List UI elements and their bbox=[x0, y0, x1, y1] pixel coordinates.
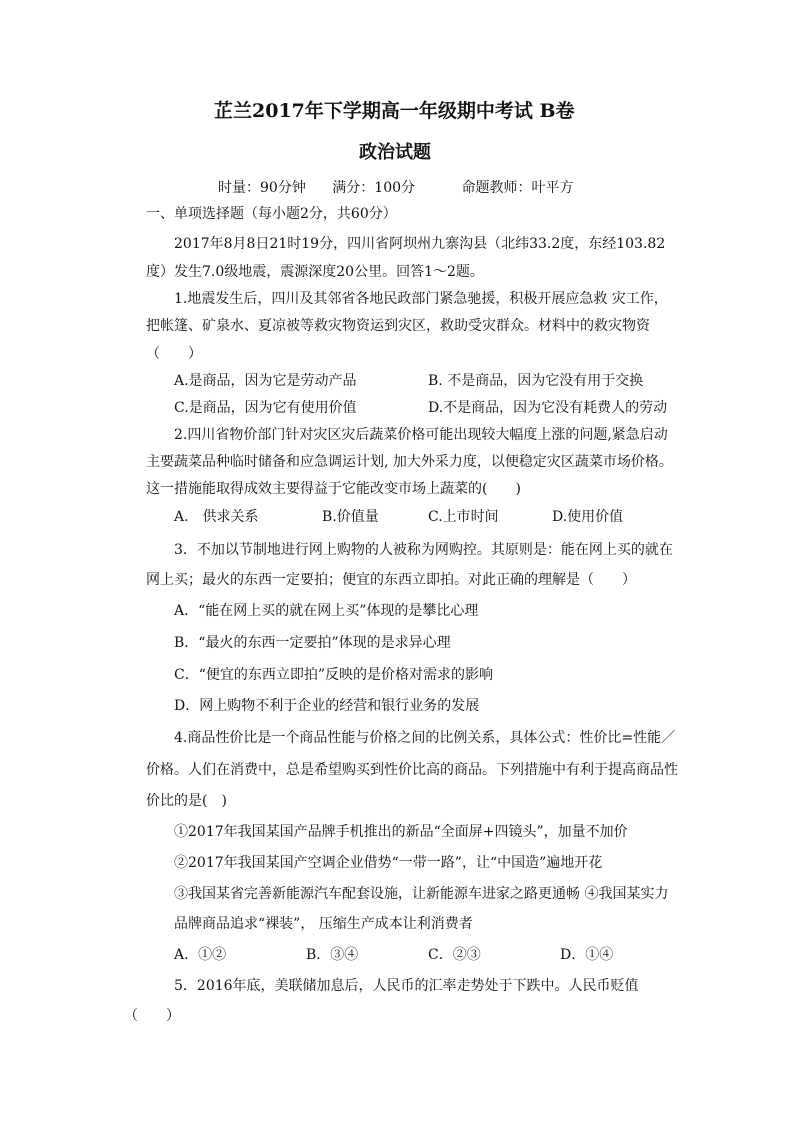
exam-title: 芷兰2017年下学期高一年级期中考试 B卷 bbox=[214, 100, 575, 122]
q3-option-d: D．网上购物不利于企业的经营和银行业务的发展 bbox=[174, 698, 480, 714]
exam-meta bbox=[218, 178, 573, 198]
q5-stem-1: 5．2016年底，美联储加息后，人民币的汇率走势处于下跌中。人民币贬值 bbox=[174, 978, 639, 994]
q1-stem-3: （ ） bbox=[146, 346, 202, 362]
q2-option-a: A. 供求关系 bbox=[174, 509, 259, 525]
q3-option-a: A．“能在网上买的就在网上买”体现的是攀比心理 bbox=[174, 603, 479, 619]
q4-option-b: B．③④ bbox=[306, 947, 359, 963]
q2-option-b: B.价值量 bbox=[322, 509, 379, 525]
q1-option-b: B. 不是商品，因为它没有用于交换 bbox=[428, 373, 644, 389]
q5-stem-2: （ ） bbox=[124, 1008, 180, 1024]
exam-teacher: 命题教师：叶平方 bbox=[461, 180, 574, 196]
intro-line-2: 度）发生7.0级地震，震源深度20公里。回答1～2题。 bbox=[146, 264, 484, 280]
intro-line-1: 2017年8月8日21时19分，四川省阿坝州九寨沟县（北纬33.2度，东经103.82 bbox=[174, 236, 666, 252]
q2-stem-1: 2.四川省物价部门针对灾区灾后蔬菜价格可能出现较大幅度上涨的问题,紧急启动 bbox=[174, 427, 668, 443]
q4-option-a: A．①② bbox=[174, 947, 227, 963]
section-heading: 一、单项选择题（每小题2分，共60分） bbox=[146, 206, 397, 222]
q4-stem-1: 4.商品性价比是一个商品性能与价格之间的比例关系，具体公式：性价比=性能／ bbox=[174, 730, 676, 746]
q2-stem-3: 这一措施能取得成效主要得益于它能改变市场上蔬菜的( ) bbox=[146, 481, 521, 497]
q3-option-c: C．“便宜的东西立即拍”反映的是价格对需求的影响 bbox=[174, 667, 494, 683]
q2-option-d: D.使用价值 bbox=[552, 509, 624, 525]
q4-stem-3: 价比的是( ) bbox=[146, 793, 227, 809]
q4-option-c: C．②③ bbox=[428, 947, 481, 963]
q1-option-c: C.是商品，因为它有使用价值 bbox=[174, 400, 357, 416]
q4-option-d: D．①④ bbox=[560, 947, 614, 963]
q3-stem-1: 3．不加以节制地进行网上购物的人被称为网购控。其原则是：能在网上买的就在 bbox=[174, 542, 673, 558]
q4-statement-1: ①2017年我国某国产品牌手机推出的新品“全面屏+四镜头”，加量不加价 bbox=[174, 824, 628, 840]
exam-subtitle: 政治试题 bbox=[359, 142, 431, 163]
q4-statement-3: ③我国某省完善新能源汽车配套设施，让新能源车进家之路更通畅 ④我国某实力 bbox=[174, 886, 669, 902]
q4-statement-4: 品牌商品追求“裸装”， 压缩生产成本让利消费者 bbox=[174, 916, 473, 932]
exam-duration: 时量：90分钟 bbox=[218, 180, 306, 196]
exam-full-score: 满分：100分 bbox=[332, 180, 416, 196]
q3-stem-2: 网上买；最火的东西一定要拍；便宜的东西立即拍。对此正确的理解是（ ） bbox=[146, 572, 636, 588]
q4-statement-2: ②2017年我国某国产空调企业借势“一带一路”，让“中国造”遍地开花 bbox=[174, 855, 603, 871]
q2-stem-2: 主要蔬菜品种临时储备和应急调运计划, 加大外采力度，以便稳定灾区蔬菜市场价格。 bbox=[146, 454, 673, 470]
q3-option-b: B．“最火的东西一定要拍”体现的是求异心理 bbox=[174, 635, 451, 651]
q1-option-d: D.不是商品，因为它没有耗费人的劳动 bbox=[428, 400, 668, 416]
q1-option-a: A.是商品，因为它是劳动产品 bbox=[174, 373, 357, 389]
q4-stem-2: 价格。人们在消费中，总是希望购买到性价比高的商品。下列措施中有利于提高商品性 bbox=[146, 762, 678, 778]
q1-stem-2: 把帐篷、矿泉水、夏凉被等救灾物资运到灾区，救助受灾群众。材料中的救灾物资 bbox=[146, 318, 650, 334]
q1-stem-1: 1.地震发生后，四川及其邻省各地民政部门紧急驰援，积极开展应急救 灾工作， bbox=[174, 291, 668, 307]
q2-option-c: C.上市时间 bbox=[428, 509, 499, 525]
